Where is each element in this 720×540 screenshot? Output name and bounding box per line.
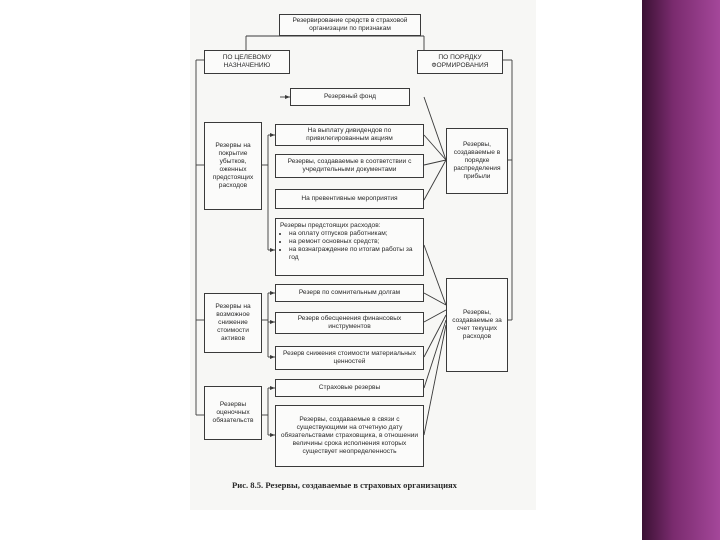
fin-instruments-box: Резерв обесценения финансовых инструментов [275,312,424,334]
left-group-1: Резервы на покрытие убытков, оженных предстоящих расходов [204,122,262,210]
left-group-2: Резервы на возможное снижение стоимости активов [204,293,262,353]
founding-docs-box: Резервы, создаваемые в соответствии с учредительными документами [275,154,424,178]
list-item: • на вознаграждение по итогам работы за год [289,246,419,262]
left-group-3: Резервы оценочных обязательств [204,386,262,440]
left-header-box: ПО ЦЕЛЕВОМУ НАЗНАЧЕНИЮ [204,50,290,74]
reserve-fund-box: Резервный фонд [290,88,410,106]
right-header-box: ПО ПОРЯДКУ ФОРМИРОВАНИЯ [417,50,503,74]
doubtful-debts-box: Резерв по сомнительным долгам [275,284,424,302]
upcoming-expenses-title: Резервы предстоящих расходов: [280,222,381,229]
preventive-box: На превентивные мероприятия [275,189,424,209]
dividends-box: На выплату дивидендов по привилегированным акциям [275,124,424,146]
right-group-2: Резервы, создаваемые за счет текущих расходов [446,278,508,372]
upcoming-expenses-box [275,218,424,276]
figure-caption: Рис. 8.5. Резервы, создаваемые в страховых организациях [232,480,457,490]
list-item: • на оплату отпусков работникам; [289,230,419,238]
material-values-box: Резерв снижения стоимости материальных ценностей [275,346,424,370]
obligations-box: Резервы, создаваемые в связи с существующими на отчетную дату обязательствами страховщика, в отношении величины срока исполнения которых существует неопределенность [275,405,424,467]
insurance-reserves-box: Страховые резервы [275,379,424,397]
right-group-1: Резервы, создаваемые в порядке распределения прибыли [446,128,508,194]
top-title-box: Резервирование средств в страховой организации по признакам [279,14,421,36]
list-item: • на ремонт основных средств; [289,238,419,246]
upcoming-expenses-list [280,230,419,262]
